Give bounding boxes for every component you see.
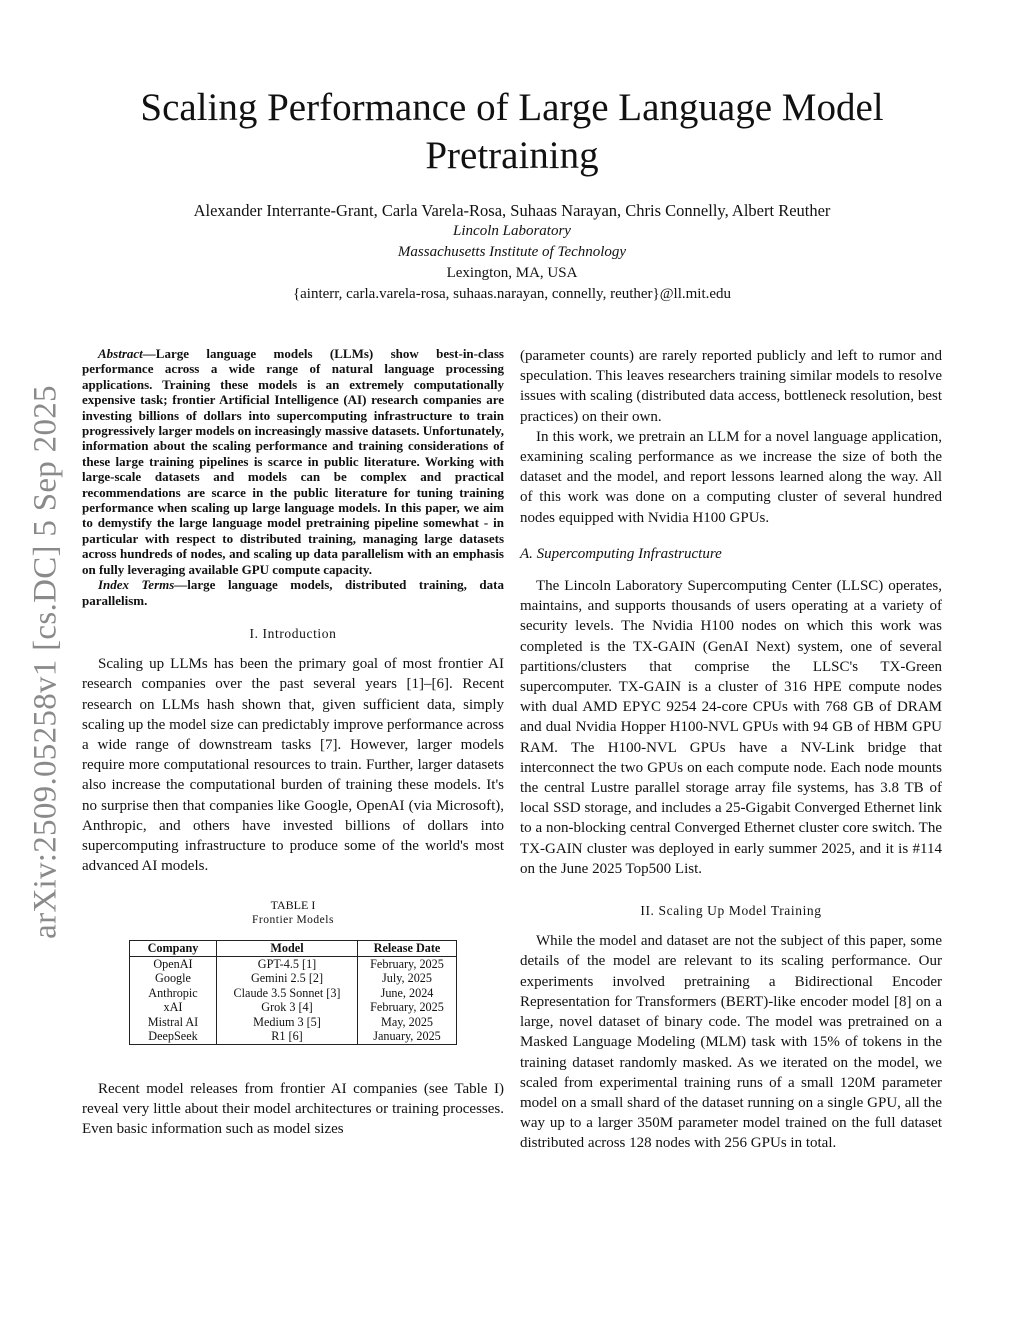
author-emails: {ainterr, carla.varela-rosa, suhaas.narayan, connelly, reuther}@ll.mit.edu	[292, 286, 732, 302]
paper-title: Scaling Performance of Large Language Model Pretraining	[140, 86, 884, 177]
table-header-cell: Release Date	[358, 941, 457, 957]
table-cell: July, 2025	[358, 971, 457, 986]
arxiv-identifier: arXiv:2509.05258v1 [cs.DC] 5 Sep 2025	[27, 385, 64, 939]
intro-paragraph-2: Recent model releases from frontier AI companies (see Table I) reveal very little about their model architectures or training processes. Even basic information such as model sizes	[82, 1080, 504, 1138]
author-institute: Massachusetts Institute of Technology	[397, 244, 627, 260]
left-column	[82, 346, 504, 1139]
section-heading-scaling: II. Scaling Up Model Training	[640, 903, 822, 919]
infrastructure-paragraph: The Lincoln Laboratory Supercomputing Center (LLSC) operates, maintains, and supports thousands of users operating at a variety of security levels. The Nvidia H100 nodes on which this work was completed is the TX-GAIN (GenAI Next) system, one of several partitions/clusters that comprise the LLSC's TX-Green supercomputer. TX-GAIN is a cluster of 316 HPE compute nodes with dual AMD EPYC 9254 24-core CPUs with 768 GB of DRAM and dual Nvidia Hopper H100-NVL GPUs with 94 GB of HBM GPU RAM. The H100-NVL GPUs have a NV-Link bridge that interconnect the two GPUs on each compute node. Each node mounts the central Lustre parallel storage array file systems, has 3.8 TB of local SSD storage, and includes a 25-Gigabit Converged Ethernet link to a non-blocking central Converged Ethernet cluster core switch. The TX-GAIN cluster was deployed in early summer 2025, and it is #114 on the June 2025 Top500 List.	[520, 578, 942, 877]
scaling-paragraph: While the model and dataset are not the subject of this paper, some details of the model are relevant to its scaling performance. Our experiments involved pretraining a Bidirectional Encoder Representation for Transformers (BERT)-like encoder model [8] on a large, novel dataset of binary code. The model was pretrained on a Masked Language Modeling (MLM) task with 15% of tokens in the training dataset randomly masked. As we iterated on the model, we scaled from experimental training runs of a small 120M parameter model on a small shard of the dataset running on a single GPU, all the way up to a larger 350M parameter model trained on the full dataset distributed across 128 nodes with 256 GPUs in total.	[520, 933, 942, 1152]
table-row	[130, 986, 457, 1001]
subsection-heading-infrastructure: A. Supercomputing Infrastructure	[520, 545, 722, 562]
index-terms	[82, 577, 504, 608]
intro-paragraph-1: Scaling up LLMs has been the primary goal of most frontier AI research companies over the past several years [1]–[6]. Recent research on LLMs hash shown that, given sufficient data, simply scaling up the model size can predictably improve performance across a wide range of downstream tasks [7]. However, larger models require more computational resources to train. Further, larger datasets also increase the computational burden of training these models. It's no surprise then that companies like Google, OpenAI (via Microsoft), Anthropic, and others have invested billions of dollars into supercomputing infrastructure to produce some of the world's most advanced AI models.	[82, 656, 504, 875]
intro-paragraph-3: In this work, we pretrain an LLM for a novel language application, examining scaling performance as we increase the size of both the dataset and the model, and report lessons learned along the way. All of this work was done on a computing cluster of several hundred nodes equipped with Nvidia H100 GPUs.	[520, 428, 942, 526]
author-names: Alexander Interrante-Grant, Carla Varela-Rosa, Suhaas Narayan, Chris Connelly, Albert Reuther	[193, 201, 831, 220]
index-terms-label: Index Terms—	[98, 577, 188, 593]
frontier-models-table	[129, 940, 457, 1045]
author-location: Lexington, MA, USA	[446, 265, 578, 281]
section-heading-introduction: I. Introduction	[249, 625, 337, 641]
table-cell: January, 2025	[358, 1029, 457, 1044]
table-cell: February, 2025	[358, 1000, 457, 1015]
table-row	[130, 1015, 457, 1030]
table-row	[130, 971, 457, 986]
table-cell: R1 [6]	[217, 1029, 358, 1044]
table-header-cell: Model	[217, 941, 358, 957]
table-cell: Anthropic	[130, 986, 217, 1001]
intro-paragraph-2-continued: (parameter counts) are rarely reported publicly and left to rumor and speculation. This leaves researchers training similar models to resolve issues with scaling (distributed data access, bottleneck resolution, best practices) on their own.	[520, 348, 942, 425]
table-header-row	[130, 941, 457, 957]
right-column	[520, 346, 942, 1154]
table-cell: Claude 3.5 Sonnet [3]	[217, 986, 358, 1001]
table-cell: Google	[130, 971, 217, 986]
abstract-text: Large language models (LLMs) show best-in-class performance across a wide range of natural language processing applications. Training these models is an extremely computationally expensive task; frontier Artificial Intelligence (AI) research companies are investing billions of dollars into supercomputing infrastructure to train progressively larger models on increasingly massive datasets. Unfortunately, information about the scaling performance and training considerations of these large training pipelines is scarce in public literature. Working with large-scale datasets and models can be complex and practical recommendations are scarce in the public literature for tuning training performance when scaling up large language models. In this paper, we aim to demystify the large language model pretraining pipeline somewhat - in particular with respect to distributed training, managing large datasets across hundreds of nodes, and scaling up data parallelism with an emphasis on fully leveraging available GPU compute capacity.	[82, 346, 504, 577]
table-header-cell: Company	[130, 941, 217, 957]
table-cell: May, 2025	[358, 1015, 457, 1030]
arxiv-stamp	[0, 0, 70, 1325]
table-cell: Mistral AI	[130, 1015, 217, 1030]
author-block	[100, 200, 924, 305]
table-cell: Medium 3 [5]	[217, 1015, 358, 1030]
table-cell: June, 2024	[358, 986, 457, 1001]
table-row	[130, 1029, 457, 1044]
table-cell: xAI	[130, 1000, 217, 1015]
table-cell: DeepSeek	[130, 1029, 217, 1044]
table-title: Frontier Models	[252, 914, 334, 927]
table-caption: TABLE I	[270, 898, 316, 913]
table-row	[130, 956, 457, 971]
abstract-label: Abstract—	[98, 346, 156, 361]
table-cell: February, 2025	[358, 956, 457, 971]
abstract	[82, 346, 504, 577]
table-cell: OpenAI	[130, 956, 217, 971]
table-cell: Gemini 2.5 [2]	[217, 971, 358, 986]
table-cell: Grok 3 [4]	[217, 1000, 358, 1015]
index-terms-text: large language models, distributed training, data parallelism.	[82, 577, 504, 608]
author-lab: Lincoln Laboratory	[453, 223, 571, 239]
table-cell: GPT-4.5 [1]	[217, 956, 358, 971]
table-row	[130, 1000, 457, 1015]
